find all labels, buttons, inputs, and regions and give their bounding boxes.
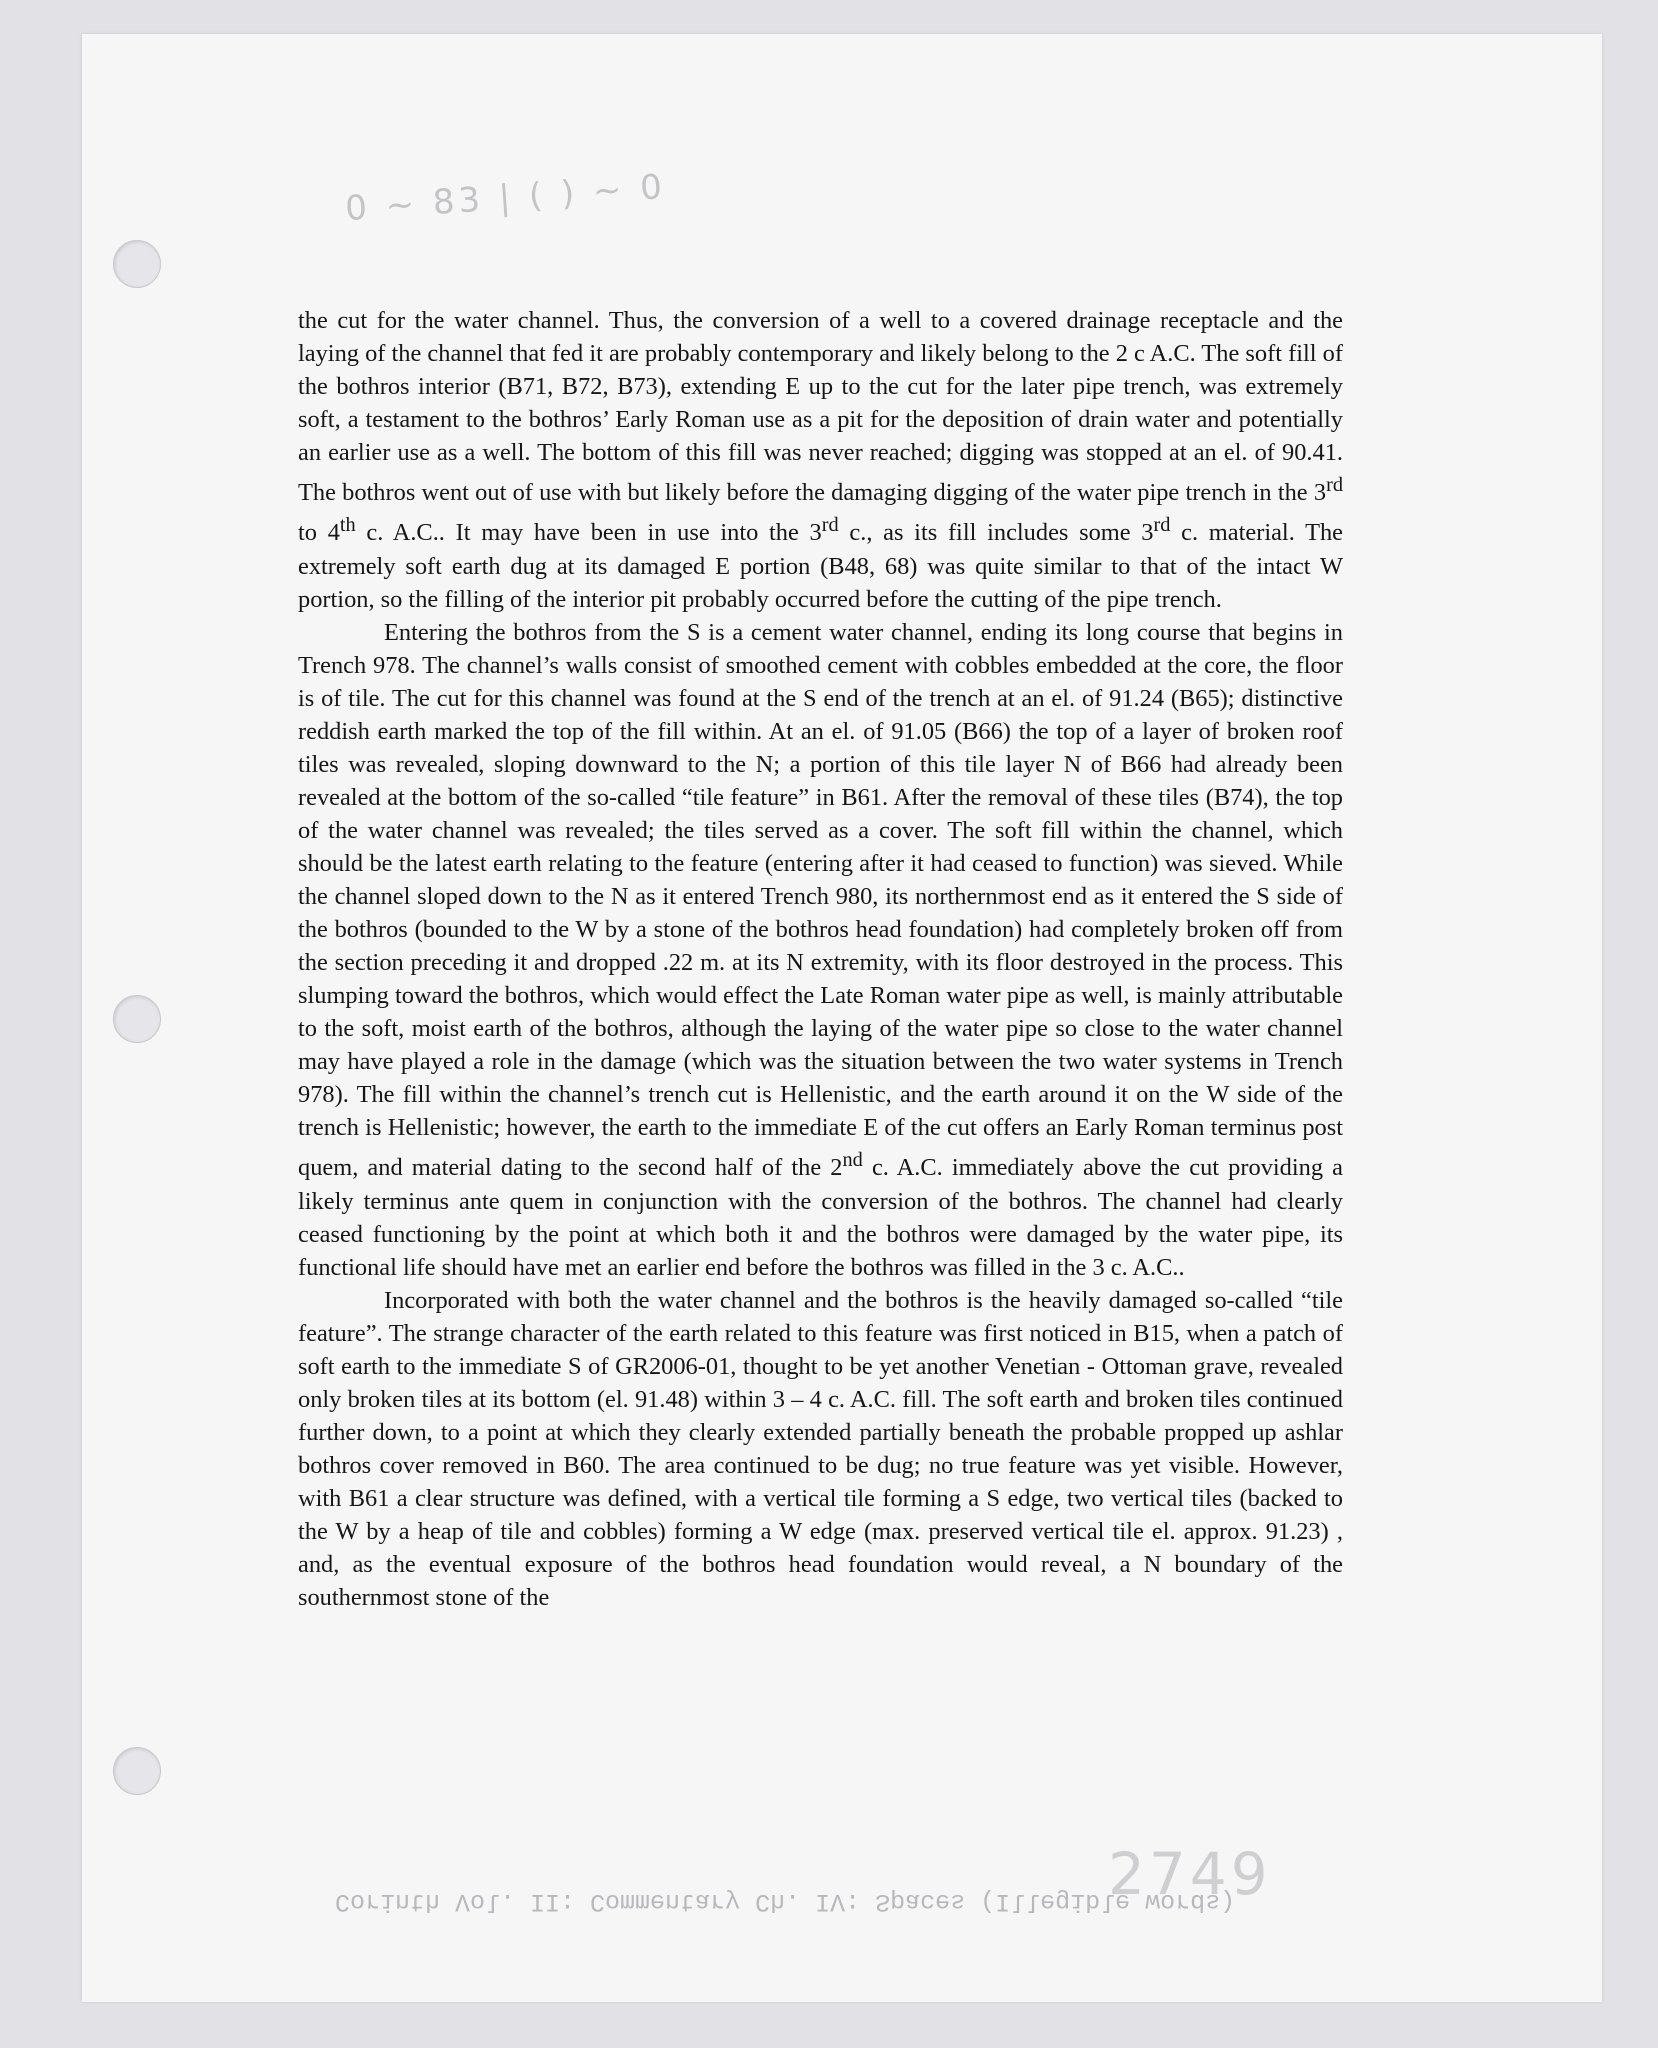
body-text bbox=[298, 304, 1343, 1614]
punch-hole-bottom bbox=[113, 1747, 161, 1795]
paragraph-3: Incorporated with both the water channel and the bothros is the heavily damaged so-called “tile feature”. The strange character of the earth related to this feature was first noticed in B15, when a patch of soft earth to the immediate S of GR2006-01, thought to be yet another Venetian - Ottoman grave, revealed only broken tiles at its bottom (el. 91.48) within 3 – 4 c. A.C. fill. The soft earth and broken tiles continued further down, to a point at which they clearly extended partially beneath the probable propped up ashlar bothros cover removed in B60. The area continued to be dug; no true feature was yet visible. However, with B61 a clear structure was defined, with a vertical tile forming a S edge, two vertical tiles (backed to the W by a heap of tile and cobbles) forming a W edge (max. preserved vertical tile el. approx. 91.23) , and, as the eventual exposure of the bothros head foundation would reveal, a N boundary of the southernmost stone of the bbox=[298, 1286, 1343, 1612]
pencil-note-bottom: 2749 bbox=[1108, 1840, 1272, 1908]
punch-hole-top bbox=[113, 240, 161, 288]
bleed-through-footer: Corinth Vol. II: Commentary Ch. IV: Spaces (Illegible words) bbox=[335, 1887, 1236, 1916]
paragraph-2: Entering the bothros from the S is a cement water channel, ending its long course that begins in Trench 978. The channel’s walls consist of smoothed cement with cobbles embedded at the core, the floor is of tile. The cut for this channel was found at the S end of the trench at an el. of 91.24 (B65); distinctive reddish earth marked the top of the fill within. At an el. of 91.05 (B66) the top of a layer of broken roof tiles was revealed, sloping downward to the N; a portion of this tile layer N of B66 had already been revealed at the bottom of the so-called “tile feature” in B61. After the removal of these tiles (B74), the top of the water channel was revealed; the tiles served as a cover. The soft fill within the channel, which should be the latest earth relating to the feature (entering after it had ceased to function) was sieved. While the channel sloped down to the N as it entered Trench 980, its northernmost end as it entered the S side of the bothros (bounded to the W by a stone of the bothros head foundation) had completely broken off from the section preceding it and dropped .22 m. at its N extremity, with its floor destroyed in the process. This slumping toward the bothros, which would effect the Late Roman water pipe as well, is mainly attributable to the soft, moist earth of the bothros, although the laying of the water pipe so close to the water channel may have played a role in the damage (which was the situation between the two water systems in Trench 978). The fill within the channel’s trench cut is Hellenistic, and the earth around it on the W side of the trench is Hellenistic; however, the earth to the immediate E of the cut offers an Early Roman terminus post quem, and material dating to the second half of the 2nd c. A.C. immediately above the cut providing a likely terminus ante quem in conjunction with the conversion of the bothros. The channel had clearly ceased functioning by the point at which both it and the bothros were damaged by the water pipe, its functional life should have met an earlier end before the bothros was filled in the 3 c. A.C.. bbox=[298, 618, 1343, 1281]
paragraph-1: the cut for the water channel. Thus, the conversion of a well to a covered drainage receptacle and the laying of the channel that fed it are probably contemporary and likely belong to the 2 c A.C. The soft fill of the bothros interior (B71, B72, B73), extending E up to the cut for the later pipe trench, was extremely soft, a testament to the bothros’ Early Roman use as a pit for the deposition of drain water and potentially an earlier use as a well. The bottom of this fill was never reached; digging was stopped at an el. of 90.41. The bothros went out of use with but likely before the damaging digging of the water pipe trench in the 3rd to 4th c. A.C.. It may have been in use into the 3rd c., as its fill includes some 3rd c. material. The extremely soft earth dug at its damaged E portion (B48, 68) was quite similar to that of the intact W portion, so the filling of the interior pit probably occurred before the cutting of the pipe trench. bbox=[298, 307, 1344, 613]
punch-hole-middle bbox=[113, 995, 161, 1043]
pencil-note-top: 0 ~ 83 | ( ) ~ 0 bbox=[343, 166, 668, 230]
